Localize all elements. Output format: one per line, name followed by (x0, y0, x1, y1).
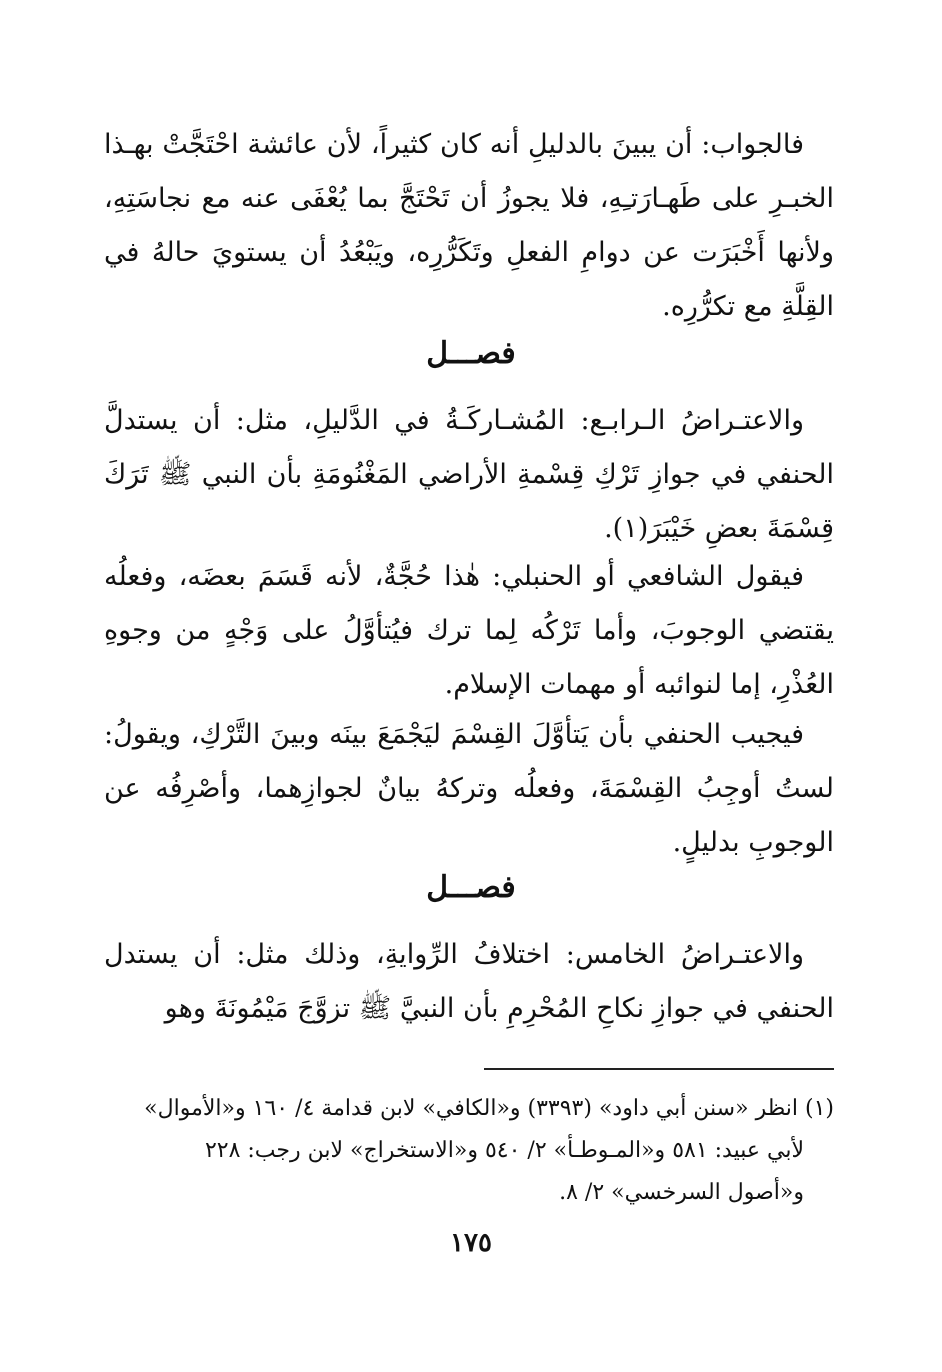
footnotes (104, 1088, 834, 1214)
paragraph-fifth-objection: والاعتـراضُ الخامس: اختلافُ الرِّوايةِ، وذلك مثل: أن يستدل الحنفي في جوازِ نكاحِ المُحْرِمِ بأن النبيَّ ﷺ تزوَّجَ مَيْمُونَةَ وهو (104, 939, 834, 1024)
section-heading-fasl-1: فصـــل (426, 336, 516, 371)
paragraph-shafii-reply: فيقول الشافعي أو الحنبلي: هٰذا حُجَّةٌ، لأنه قَسَمَ بعضَه، وفعلُه يقتضي الوجوبَ، وأما تَرْكُه لِما ترك فيُتأوَّلُ على وَجْهٍ من وجوهِ العُذْرِ، إما لنوائبه أو مهمات الإسلام. (104, 561, 834, 700)
paragraph-fourth-objection: والاعتـراضُ الـرابـع: المُشـاركَـةُ في الدَّليلِ، مثل: أن يستدلَّ الحنفي في جوازِ تَرْكِ قِسْمةِ الأراضي المَغْنُومَةِ بأن النبي ﷺ تَرَكَ قِسْمَةَ بعضِ خَيْبَرَ(١). (104, 405, 834, 544)
page-number: ١٧٥ (450, 1228, 492, 1258)
footnote-separator (484, 1068, 834, 1070)
footnote-line-1: (١) انظر «سنن أبي داود» (٣٣٩٣) و«الكافي» لابن قدامة ٤/ ١٦٠ و«الأموال» (144, 1096, 834, 1121)
footnote-line-2: لأبي عبيد: ٥٨١ و«المـوطـأ» ٢/ ٥٤٠ و«الاستخراج» لابن رجب: ٢٢٨ (204, 1138, 804, 1163)
paragraph-answer: فالجواب: أن يبينَ بالدليلِ أنه كان كثيراً، لأن عائشة احْتَجَّتْ بهـذا الخبـرِ على طَهـارَتـِهِ، فلا يجوزُ أن تَحْتَجَّ بما يُعْفَى عنه مع نجاسَتِهِ، ولأنها أَخْبَرَت عن دوامِ الفعلِ وتَكَرُّرِه، ويَبْعُدُ أن يستويَ حالهُ في القِلَّةِ مع تكرُّرِه. (104, 129, 834, 322)
section-heading-fasl-2: فصـــل (426, 870, 516, 905)
footnote-line-3: و«أصول السرخسي» ٢/ ٨. (559, 1180, 804, 1205)
paragraph-hanafi-reply: فيجيب الحنفي بأن يَتأوَّلَ القِسْمَ ليَجْمَعَ بينَه وبينَ التَّرْكِ، ويقولُ: لستُ أوجِبُ القِسْمَةَ، وفعلُه وتركهُ بيانٌ لجوازِهما، وأصْرِفُه عن الوجوبِ بدليلٍ. (104, 719, 834, 858)
